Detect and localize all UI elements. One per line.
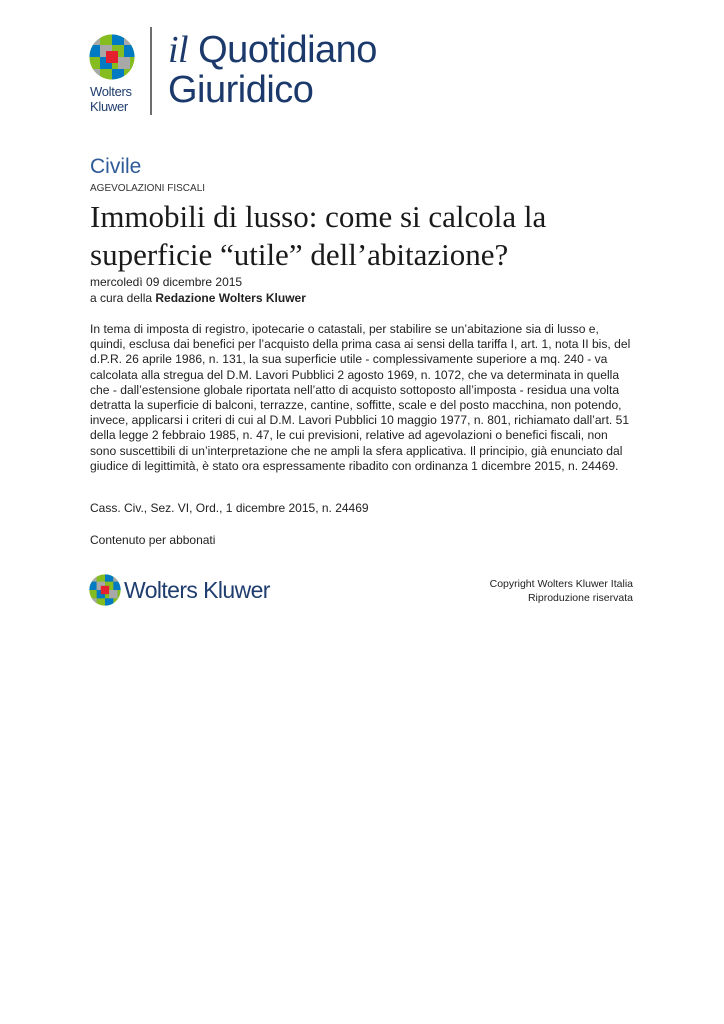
article-byline: [90, 290, 306, 306]
subscribers-note: Contenuto per abbonati: [90, 533, 216, 547]
header-divider: [150, 27, 152, 115]
copyright-notice: [490, 577, 633, 605]
copyright-line-1: Copyright Wolters Kluwer Italia: [489, 578, 633, 590]
masthead: [168, 30, 377, 110]
footer-brand: Wolters Kluwer: [124, 577, 270, 603]
wolters-kluwer-globe-icon: [89, 34, 135, 80]
byline-prefix: a cura della: [90, 291, 153, 305]
section-label: Civile: [90, 155, 142, 178]
masthead-line-1: Quotidiano: [198, 29, 377, 71]
brand-line-2: Kluwer: [90, 99, 128, 114]
footer-globe-icon: [89, 574, 121, 606]
category-label: AGEVOLAZIONI FISCALI: [90, 183, 206, 194]
masthead-line-2: Giuridico: [168, 69, 314, 111]
copyright-line-2: Riproduzione riservata: [527, 592, 633, 604]
article-citation: Cass. Civ., Sez. VI, Ord., 1 dicembre 2015, n. 24469: [90, 501, 369, 515]
brand-line-1: Wolters: [90, 84, 132, 99]
masthead-il: il: [168, 29, 189, 71]
article-body: In tema di imposta di registro, ipotecarie o catastali, per stabilire se un’abitazione sia di lusso e, quindi, esclusa dai benefici per l’acquisto della prima casa ai sensi della tariffa I, art. 1, nota II bis, del d.P.R. 26 aprile 1986, n. 131, la sua superficie utile - complessivamente superiore a mq. 240 - va calcolata alla stregua del D.M. Lavori Pubblici 2 agosto 1969, n. 1072, che va determinata in quella che - dall’estensione globale riportata nell’atto di acquisto sottoposto all’imposta - residua una volta detratta la superficie di balconi, terrazze, cantine, soffitte, scale e del posto macchina, non potendo, invece, applicarsi i criteri di cui al D.M. Lavori Pubblici 10 maggio 1977, n. 801, richiamato dall’art. 51 della legge 2 febbraio 1985, n. 47, le cui previsioni, relative ad agevolazioni o benefici fiscali, non sono suscettibili di un’interpretazione che ne ampli la sfera applicativa. Il principio, già enunciato dal giudice di legittimità, è stato ora espressamente ribadito con ordinanza 1 dicembre 2015, n. 24469.: [90, 322, 631, 473]
article-date: mercoledì 09 dicembre 2015: [90, 275, 243, 289]
article-title: Immobili di lusso: come si calcola la superficie “utile” dell’abitazione?: [90, 199, 547, 272]
brand-wordmark: [90, 84, 142, 114]
byline-author: Redazione Wolters Kluwer: [155, 291, 306, 305]
